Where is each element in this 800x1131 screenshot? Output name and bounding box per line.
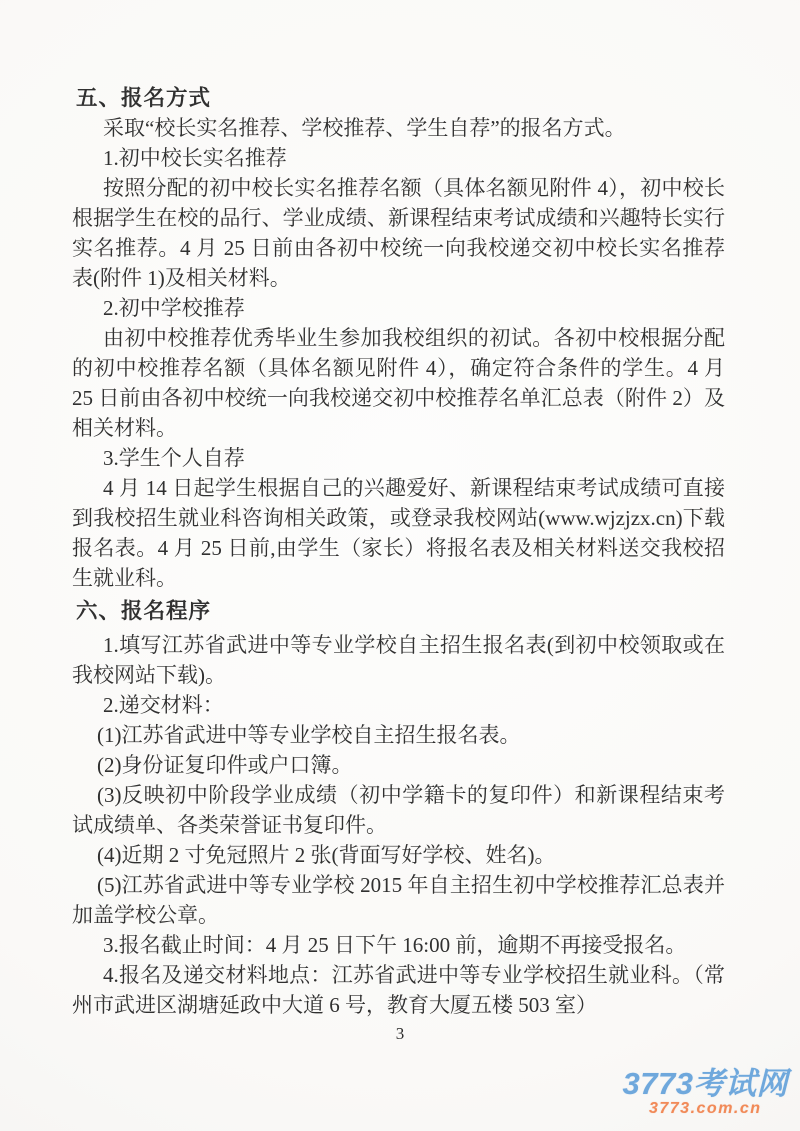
paragraph-school-recommendation-detail: 由初中校推荐优秀毕业生参加我校组织的初试。各初中校根据分配的初中校推荐名额（具体名额见附件 4），确定符合条件的学生。4 月 25 日前由各初中校统一向我校递交初中校推荐名单汇总表（附件 2）及相关材料。 [72,326,725,440]
subitem-student-self-recommendation: 3.学生个人自荐 [103,446,245,470]
watermark-site-logo-text: 3773考试网 [622,1066,788,1101]
material-item-5: (5)江苏省武进中等专业学校 2015 年自主招生初中学校推荐汇总表并加盖学校公章。 [72,873,725,927]
procedure-step-3-deadline: 3.报名截止时间：4 月 25 日下午 16:00 前，逾期不再接受报名。 [103,933,687,957]
material-item-4: (4)近期 2 寸免冠照片 2 张(背面写好学校、姓名)。 [97,843,556,867]
subitem-school-recommendation: 2.初中学校推荐 [103,296,245,320]
material-item-3: (3)反映初中阶段学业成绩（初中学籍卡的复印件）和新课程结束考试成绩单、各类荣誉证书复印件。 [72,783,725,837]
paragraph-method-intro: 采取“校长实名推荐、学校推荐、学生自荐”的报名方式。 [103,116,626,140]
procedure-step-1-fill-form: 1.填写江苏省武进中等专业学校自主招生报名表(到初中校领取或在我校网站下载)。 [72,633,725,687]
watermark-site-url: 3773.com.cn [648,1100,762,1117]
paragraph-student-self-recommendation-detail: 4 月 14 日起学生根据自己的兴趣爱好、新课程结束考试成绩可直接到我校招生就业科咨询相关政策，或登录我校网站(www.wjzjzx.cn)下载报名表。4 月 25 日前,由学生（家长）将报名表及相关材料送交我校招生就业科。 [72,476,725,590]
paragraph-principal-recommendation-detail: 按照分配的初中校长实名推荐名额（具体名额见附件 4），初中校长根据学生在校的品行、学业成绩、新课程结束考试成绩和兴趣特长实行实名推荐。4 月 25 日前由各初中校统一向我校递交初中校长实名推荐表(附件 1)及相关材料。 [72,176,725,290]
material-item-1: (1)江苏省武进中等专业学校自主招生报名表。 [97,723,521,747]
procedure-step-2-submit-materials: 2.递交材料： [103,693,224,717]
material-item-2: (2)身份证复印件或户口簿。 [97,753,353,777]
section-heading-registration-procedure: 六、报名程序 [76,599,212,623]
procedure-step-4-location: 4.报名及递交材料地点：江苏省武进中等专业学校招生就业科。（常州市武进区湖塘延政中大道 6 号，教育大厦五楼 503 室） [72,963,725,1017]
watermark [622,1066,788,1117]
page-number: 3 [395,1024,405,1043]
section-heading-registration-method: 五、报名方式 [76,86,212,110]
subitem-principal-recommendation: 1.初中校长实名推荐 [103,146,287,170]
document-body [72,83,725,1020]
